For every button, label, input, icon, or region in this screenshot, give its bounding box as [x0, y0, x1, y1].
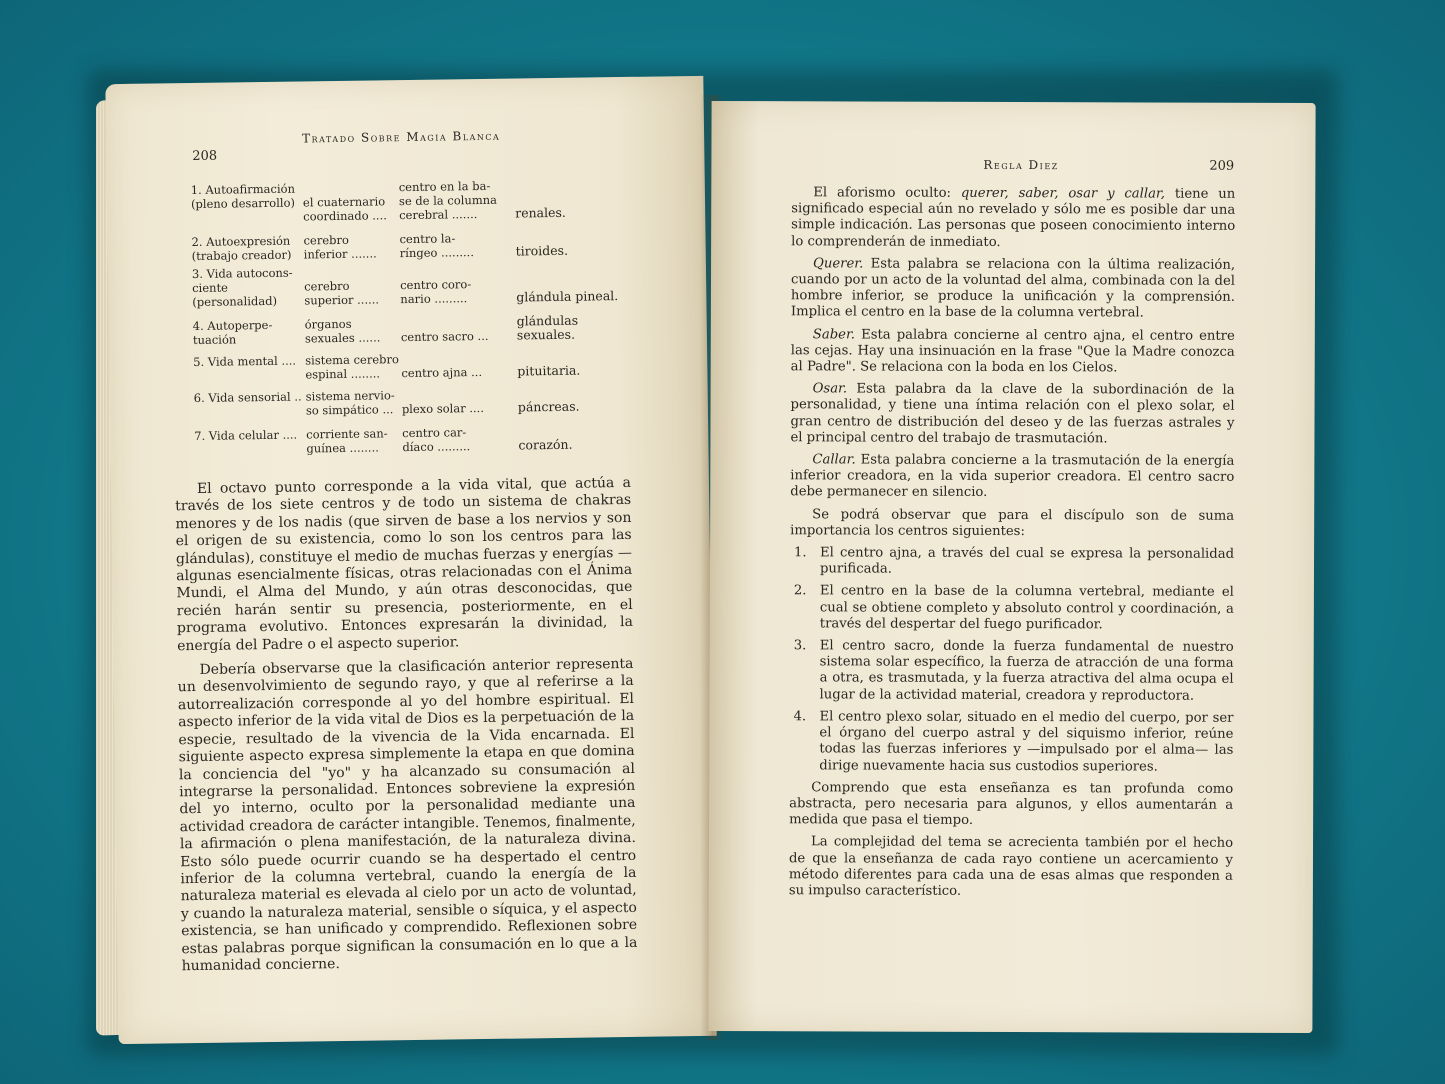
left-page-number: 208 — [192, 148, 218, 165]
table-cell-line: ríngeo ......... — [399, 245, 475, 261]
table-cell-line: cerebro — [303, 232, 349, 248]
table-cell — [515, 206, 566, 221]
table-cell-line: el cuaternario — [302, 194, 386, 210]
left-paragraph: El octavo punto corresponde a la vida vital, que actúa a través de los siete centros y de todo un sistema de chakras menores y de los nadis (que sirven de base a los nervios y son el origen de su existencia, como lo son los centros para las glándulas), constituye el medio de muchas fuerzas y energías —algunas esencialmente físicas, otras relacionadas con el Ánima Mundi, el Alma del Mundo, y aún otras desconocidas, que recién harán sentir su presencia, posteriormente, en el programa evolutivo. Entonces expresarán la divinidad, la energía del Padre o el aspecto superior. — [175, 474, 634, 654]
table-cell-line: se de la columna — [398, 192, 498, 209]
table-cell-line: centro la- — [399, 231, 456, 247]
right-body — [789, 185, 1236, 907]
table-cell-line: (personalidad) — [192, 293, 278, 310]
table-cell — [399, 179, 498, 222]
table-cell-line: pituitaria. — [517, 362, 581, 379]
table-cell-line: cerebro — [304, 278, 350, 294]
table-cell-line: renales. — [515, 204, 566, 221]
table-cell-line: páncreas. — [517, 398, 580, 415]
table-cell-line: tiroides. — [515, 242, 569, 259]
table-cell-line: plexo solar .... — [401, 400, 485, 417]
table-cell-line: glándulas — [516, 312, 579, 329]
table-cell-line: 4. Autoperpe- — [192, 317, 273, 334]
table-cell — [402, 425, 470, 454]
closing-paragraph: La complejidad del tema se acrecienta también por el hecho de que la enseñanza de cada rayo contiene un acercamiento y método diferentes para cada una de esas almas que responden a su impulso característico. — [788, 834, 1234, 899]
table-cell — [191, 182, 296, 211]
table-cell-line: cerebral ....... — [399, 207, 478, 223]
list-item: 1. El centro ajna, a través del cual se expresa la personalidad purificada. — [794, 545, 1235, 577]
table-cell — [516, 289, 618, 304]
table-cell-line: sexuales. — [516, 326, 576, 343]
table-cell — [402, 401, 484, 416]
table-cell-line: so simpático ... — [305, 402, 394, 418]
table-cell — [194, 390, 302, 406]
list-item: 2. El centro en la base de la columna vertebral, mediante el cual se obtiene completo y absoluto control y coordinación, a través del despertar del fuego purificador. — [793, 583, 1234, 633]
left-page — [105, 76, 716, 1044]
table-cell-line: órganos — [304, 316, 352, 332]
table-cell — [194, 428, 297, 443]
table-cell-line: guínea ........ — [306, 440, 379, 456]
right-page-number: 209 — [1209, 158, 1235, 174]
table-cell — [305, 352, 399, 381]
table-cell-line: inferior ....... — [303, 246, 377, 262]
table-cell-line: 1. Autoafirmación — [190, 181, 296, 198]
table-cell — [400, 277, 471, 306]
table-cell — [304, 278, 379, 307]
table-cell — [193, 318, 273, 347]
right-running-head: Regla Diez — [983, 157, 1059, 173]
left-body — [175, 475, 638, 983]
table-cell-line: 2. Autoexpresión — [191, 233, 291, 250]
centers-list — [789, 545, 1234, 775]
table-cell — [192, 266, 293, 309]
aphorism: querer, saber, osar y callar, — [960, 185, 1166, 202]
table-cell — [303, 232, 376, 261]
table-cell — [401, 329, 489, 344]
table-cell — [305, 316, 381, 345]
table-cell-line: tuación — [192, 332, 237, 348]
table-cell-line: 7. Vida celular .... — [194, 427, 298, 444]
table-cell — [306, 388, 395, 417]
definition-querer: Querer. Esta palabra se relaciona con la última realización, cuando por un acto de la voluntad del alma, combinada con la del hombre inferior, se produce la unificación y la comprensión. Implica el centro en la base de la columna vertebral. — [790, 256, 1236, 321]
left-running-head: Tratado Sobre Magia Blanca — [302, 128, 501, 146]
table-cell-line: corriente san- — [306, 426, 388, 442]
table-cell — [191, 234, 291, 263]
table-cell-line: sexuales ...... — [304, 330, 381, 346]
closing-paragraph: Comprendo que esta enseñanza es tan profunda como abstracta, pero necesaria para algunos, y ellos aumentarán a medida que pasa el tiempo. — [789, 780, 1234, 828]
table-cell — [518, 438, 572, 453]
table-cell — [303, 194, 387, 223]
list-item: 4. El centro plexo solar, situado en el medio del cuerpo, por ser el órgano del cuerpo astral y del siquismo inferior, reúne todas las fuerzas inferiores y —impulsado por el alma— las dirige nuevamente hacia sus custodios superiores. — [793, 709, 1234, 775]
intro-paragraph: El aforismo oculto: querer, saber, osar y callar, tiene un significado especial aún no revelado y sólo me es posible dar una simple indicación. Las personas que poseen conocimiento interno lo comprenderán de inmediato. — [791, 185, 1236, 250]
table-cell-line: superior ...... — [304, 292, 380, 308]
table-cell-line: espinal ........ — [305, 366, 381, 382]
table-cell-line: 3. Vida autocons- — [191, 265, 293, 282]
table-cell — [193, 354, 296, 369]
table-cell — [518, 400, 580, 415]
table-cell — [306, 426, 388, 455]
definition-saber: Saber. Esta palabra concierne al centro ajna, el centro entre las cejas. Hay una insinuación en la frase "Que la Madre conozca al Padre". Se relaciona con la boda en los Cielos. — [790, 326, 1235, 376]
table-cell-line: 5. Vida mental .... — [193, 353, 297, 370]
table-cell-line: centro sacro ... — [400, 328, 489, 345]
table-cell-line: sistema cerebro — [305, 352, 399, 368]
table-cell — [399, 231, 474, 260]
table-cell-line: coordinado .... — [303, 208, 387, 224]
left-paragraph: Debería observarse que la clasificación anterior representa un desenvolvimiento de segundo rayo, y que al referirse a la autorrealización corresponde al yo del hombre espiritual. El aspecto inferior de la vida vital de Dios es la perpetuación de la especie, resultado de la vivencia de la Vida encarnada. El siguiente aspecto expresa simplemente la etapa en que domina la conciencia del "yo" y ha alcanzado su consumación al integrarse la personalidad. Entonces sobreviene la expresión del yo interno, oculto por la personalidad mediante una actividad creadora de carácter intangible. Tenemos, finalmente, la afirmación o plena manifestación, de la naturaleza divina. Esto sólo puede ocurrir cuando se ha despertado el centro inferior de la columna vertebral, cuando la energía de la naturaleza material es elevada al cielo por un acto de voluntad, y cuando la naturaleza material, sensible o síquica, y el aspecto existencia, se han unificado y comprendido. Reflexionen sobre estas palabras porque significan la consumación en lo que a la humanidad concierne. — [177, 655, 638, 975]
table-cell-line: corazón. — [518, 436, 573, 453]
table-cell-line: centro ajna ... — [401, 364, 483, 381]
table-cell-line: ciente — [192, 280, 229, 296]
list-intro: Se podrá observar que para el discípulo son de suma importancia los centros siguientes: — [790, 506, 1235, 539]
table-cell-line: centro en la ba- — [398, 178, 491, 195]
table-cell-line: (pleno desarrollo) — [190, 195, 296, 212]
table-cell-line: (trabajo creador) — [191, 247, 292, 264]
table-cell-line: díaco ......... — [402, 439, 471, 455]
list-item: 3. El centro sacro, donde la fuerza fundamental de nuestro sistema solar específico, la fuerza de atracción de una forma a otra, es trasmutada, y la fuerza atractiva del alma ocupa el lugar de la actividad material, creadora y reproductora. — [793, 638, 1234, 704]
table-cell-line: nario ......... — [400, 291, 468, 307]
table-cell — [517, 314, 579, 343]
table-cell-line: glándula pineal. — [516, 288, 619, 305]
table-cell — [517, 364, 580, 379]
definition-osar: Osar. Esta palabra da la clave de la subordinación de la personalidad, y tiene una íntima relación con el plexo solar, el gran centro de distribución del deseo y de las fuerzas astrales y el principal centro del trabajo de trasmutación. — [790, 381, 1235, 447]
definition-callar: Callar. Esta palabra concierne a la trasmutación de la energía inferior creadora, en la vida superior creadora. El centro sacro debe permanecer en silencio. — [790, 452, 1235, 501]
table-cell — [401, 365, 482, 380]
table-cell-line: sistema nervio- — [305, 388, 395, 404]
table-cell-line: centro car- — [402, 425, 467, 441]
table-cell — [516, 244, 569, 259]
right-page — [708, 101, 1315, 1033]
table-cell-line: 6. Vida sensorial .. — [193, 389, 302, 406]
table-cell-line: centro coro- — [400, 277, 472, 293]
